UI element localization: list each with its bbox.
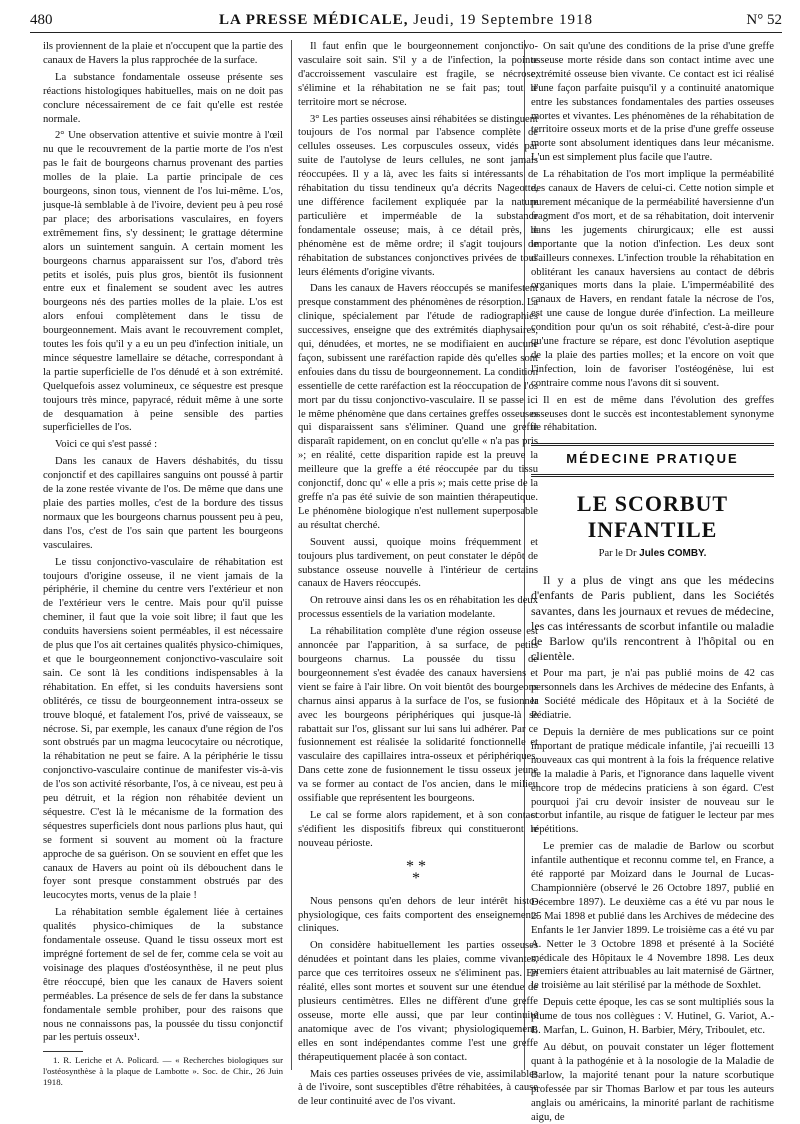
paragraph: Le cal se forme alors rapidement, et à son contact s'édifient les dispositifs fibreux qui constitueront le nouveau périoste. — [298, 809, 538, 849]
journal-name: LA PRESSE MÉDICALE, — [218, 12, 409, 28]
issue-date: Jeudi, 19 Septembre 1918 — [408, 12, 594, 28]
paragraph: La réhabitation de l'os mort implique la perméabilité des canaux de Havers de celui-ci. Cette notion simple et purement mécanique de la perméabilité haversienne d'un fragment d'os mort, et de sa réhabitation, doit intervenir dans les jugements chirurgicaux; elle est aussi importante que la notion d'infection. Les deux sont d'ailleurs connexes. L'infection trouble la réhabitation en oblitérant les canaux haversiens au contact de débris organiques morts dans la plaie. L'imperméabilité des canaux de Havers, en rendant fatale la nécrose de l'os, est une cause de longue durée d'infection. La meilleure condition pour qu'un os soit réhabité, c'est-à-dire pour qu'une fracture se répare, est donc l'évolution aseptique de la plaie des parties molles; et la encore on voit que l'infection, loin de favoriser l'ostéogénèse, lui est contraire comme nous l'avons dit si souvent. — [531, 169, 774, 389]
page-number: 480 — [30, 12, 53, 28]
paragraph: ils proviennent de la plaie et n'occupent que la partie des canaux de Havers la plus rapprochée de la surface. — [43, 41, 283, 66]
paragraph: Il en est de même dans l'évolution des greffes osseuses dont le succès est incontestablement synonyme de réhabitation. — [531, 394, 774, 434]
column-1 — [43, 40, 283, 1088]
paragraph: On sait qu'une des conditions de la prise d'une greffe osseuse morte réside dans son contact intime avec une extrémité osseuse bien vivante. Ce contact est ici réalisé d'une façon parfaite puisqu'il y a continuité anatomique entre les substances fondamentales des parties osseuses mortes et vivantes. Les phénomènes de la réhabitation de territoire osseux morts et de la prise d'une greffe osseuse morte sont absolument identiques dans leur mécanisme. L'un est simplement plus facile que l'autre. — [531, 41, 774, 164]
paragraph: Depuis la dernière de mes publications sur ce point important de pratique médicale infantile, j'ai recueilli 13 nouveaux cas qui montrent à la fois la fréquence relative de la maladie à Paris, et l'ignorance dans laquelle vivent encore trop de médecins praticiens à son égard. C'est pourquoi j'ai cru devoir insister de nouveau sur le scorbut infantile, au risque de fatiguer le lecteur par mes répétitions. — [531, 727, 774, 836]
paragraph: Dans les canaux de Havers réoccupés se manifestent presque constamment des phénomènes de résorption. La clinique, spécialement par l'étude de radiographies successives, enseigne que des extrémités diaphysaires, qui, dénudées, et mortes, ne se modifiaient en aucune façon, subissent une raréfaction rapide dès qu'elles sont enfouies dans du tissu de bourgeonnement. La condition essentielle de cette raréfaction est la réoccupation de l'os mort par du tissu conjonctivo-vasculaire. Il se passe ici le même phénomène que dans certaines greffes osseuses qui disparaissent sans s'éliminer. Quand une greffe disparaît rapidement, on en conclut qu'elle « n'a pas pris »; en réalité, cette disparition rapide est la preuve la meilleure que la greffe a été réoccupée par du tissu conjonctif, donc qu' « elle a pris »; mais cette prise de la greffe n'a pas été suivie de son maintien thérapeutique. Le phénomène biologique n'est nullement superposable au résultat cherché. — [298, 283, 538, 531]
column-2 — [298, 40, 538, 1108]
paragraph: 2° Une observation attentive et suivie montre à l'œil nu que le recouvrement de la partie morte de l'os n'est pas le fait de bourgeons charnus provenant des parties molles de la plaie. La partie principale de ces bourgeons, sinon tous, viennent de l'os lui-même. L'os, jusque-là semblable à de l'ivoire, devient peu à peu rosé par place; des arborisations vasculaires, en foyers extrêmement fins, s'y dessinent; le grattage détermine alors un suintement sanguin. A certain moment les bourgeons charnus apparaissent sur l'os, d'abord très petits et isolés, puis plus gros, bientôt ils fusionnent entre eux et finalement se soudent avec les autres bourgeons nés des parties molles de la plaie. L'os est alors enfoui complètement dans le tissu de bourgeonnement. Mais avant le recouvrement complet, toutes les fois qu'il y a eu un peu d'infection initiale, un mince séquestre lamellaire se détache, correspondant à la partie superficielle de l'os dénudé et à son extrémité. Quelquefois assez volumineux, ce séquestre est presque toujours très mince, papyracé, réduit même à une sorte de desquamation à peine sensible des parties superficielles de l'os. — [43, 130, 283, 434]
page-header — [30, 10, 782, 33]
section-break-stars: ** * — [406, 857, 430, 887]
column-rule — [291, 40, 292, 1070]
byline-author: Jules COMBY. — [639, 548, 707, 560]
footnote: 1. R. Leriche et A. Policard. — « Recherches biologiques sur l'ostéosynthèse à la plaque de Lambotte ». Soc. de Chir., 26 Juin 1918. — [43, 1055, 283, 1088]
paragraph: Le premier cas de maladie de Barlow ou scorbut infantile authentique et reconnu comme tel, en France, a été rapporté par Moizard dans le Journal de Lucas-Championnière (observé le 26 Octobre 1897, publié en Décembre 1897). Le deuxième cas a été vu par nous le 25 Mai 1898 et publié dans les Archives de médecine des Enfants le 1er Janvier 1899. Le troisième cas a été vu par A. Netter le 3 Octobre 1898 et présenté à la Société médicale des Hôpitaux le 4 Novembre 1898. Les deux premiers étaient attribuables au lait maternisé de Gärtner, le troisième au lait stérilisé par la méthode de Soxhlet. — [531, 841, 775, 992]
byline-prefix: Par le Dr — [598, 548, 640, 560]
paragraph: Mais ces parties osseuses privées de vie, assimilables à de l'ivoire, sont susceptibles d'être réhabitées, à cause de leur continuité avec de l'os vivant. — [298, 1068, 538, 1108]
paragraph: On retrouve ainsi dans les os en réhabitation les deux processus essentiels de la variation modelante. — [298, 595, 538, 621]
paragraph: La substance fondamentale osseuse présente ses réactions histologiques habituelles, mais on ne doit pas conclure nécessairement de ce fait qu'elle est restée normale. — [43, 71, 283, 125]
paragraph: La réhabitation semble également liée à certaines qualités physico-chimiques de la substance fondamentale osseuse. Quand le tissu osseux mort est imprégné fortement de sel de fer, comme cela se voit au voisinage des plaques d'ostéosynthèse, il ne peut plus être réoccupé, bien que les canaux de Havers soient perméables. La présence de sels de fer dans la substance fondamentale semble prohiber, pour des raisons que nous ne connaissons pas, la poussée du tissu conjonctif par les pertuis osseux¹. — [43, 907, 283, 1044]
paragraph: Nous pensons qu'en dehors de leur intérêt histo-physiologique, ces faits comportent des enseignements cliniques. — [298, 895, 538, 935]
paragraph: Souvent aussi, quoique moins fréquemment et toujours plus tardivement, on peut constater le dépôt de substance osseuse nouvelle à l'intérieur de certains canaux de Havers réoccupés. — [298, 536, 538, 590]
section-heading: MÉDECINE PRATIQUE — [566, 451, 739, 467]
paragraph: La réhabilitation complète d'une région osseuse est annoncée par l'apparition, à sa surface, de petits bourgeons charnus. La poussée du tissu de bourgeonnement s'est évadée des canaux haversiens et vient se faire à l'air libre. On voit bientôt des bourgeons charnus ainsi apparus à la surface de l'os, se fusionner avec les bourgeons périphériques qui jusque-là se rabattait sur l'os, glissant sur lui sans lui adhérer. Par ce fusionnement est réalisée la solidarité fonctionnelle et vasculaire des capillaires intra-osseux et périphériques. Dans cette zone de fusionnement le tissu osseux jeune va se former au contact de l'os ancien, dans le milieu ossifiable que représentent les bourgeons. — [298, 626, 538, 805]
paragraph: Voici ce qui s'est passé : — [55, 439, 158, 451]
paragraph: Dans les canaux de Havers déshabités, du tissu conjonctif et des capillaires sanguins ont poussé à partir de la zone restée vivante de l'os. De même que dans une plaie des parties molles, c'est de la bordure des tissus normaux que les bourgeons charnus poussent peu à peu, dans l'os, c'est de l'os sain que partent les bourgeons vasculaires. — [43, 456, 283, 551]
journal-title — [30, 12, 782, 29]
article-title: LE SCORBUT INFANTILE — [576, 491, 729, 543]
paragraph: Au début, on pouvait constater un léger flottement quant à la pathogénie et à la nosologie de la Maladie de Barlow, la majorité tenant pour la nature scorbutique professée par sir Thomas Barlow et par tous les auteurs anglais ou américains, la minorité parlant de rachitisme aigu, de — [531, 1041, 774, 1123]
intro-paragraph: Il y a plus de vingt ans que les médecins d'enfants de Paris publient, dans les Sociétés savantes, dans les journaux et revues de médecine, les cas intéressants de scorbut infantile ou maladie de Barlow qu'ils rencontrent à l'hôpital ou en clientèle. — [531, 573, 774, 664]
paragraph: Depuis cette époque, les cas se sont multipliés sous la plume de tous nos collègues : V. Hutinel, G. Variot, A.-B. Marfan, L. Guinon, H. Barbier, Méry, Triboulet, etc. — [531, 997, 774, 1037]
byline — [531, 547, 774, 561]
section-rule — [531, 443, 774, 446]
paragraph: Le tissu conjonctivo-vasculaire de réhabitation est toujours d'origine osseuse, il ne vient jamais de la périphérie, il chemine du centre vers l'extérieur et non de l'extérieur vers le centre. Mais pour qu'il puisse cheminer, il faut que la voie soit libre; il faut que les conduits haversiens soient perméables, il est nécessaire de plus que l'os ait certaines qualités physico-chimiques, et que le bourgeonnement conjonctivo-vasculaire soit sain. Ce sont là les conditions indispensables à la réhabitation. En effet, si les conduits haversiens sont oblitérés, ce tissu de bourgeonnement intra-osseux se trouve bloqué, et fatalement l'os, privé de vaisseaux, se nécrose. Si, par exemple, les canaux d'une région de l'os sont obstrués par un magma leucocytaire ou nécrotique, la réhabitation ne peut se faire. A la périphérie le tissu conjonctivo-vasculaire continue de manifester vis-à-vis de l'os son activité résorbante, l'os, à ce niveau, est peu à peu détruit, et la région non réhabitée devient un séquestre. C'est là le mécanisme de la formation des séquestres superficiels dont nous parlions plus haut, qui se forment si souvent au moment où la fracture approche de sa guérison. On se souvient en effet que les canaux de Havers au point où ils débouchent dans le foyer sont presque constamment obstrués par des leucocytes morts, venus de la plaie ! — [43, 556, 283, 902]
section-rule — [531, 474, 774, 477]
issue-number: N° 52 — [746, 12, 782, 28]
paragraph: 3° Les parties osseuses ainsi réhabitées se distinguent toujours de l'os normal par l'absence complète de cellules osseuses. Les corpuscules osseux, vidés par suite de l'autolyse de leurs cellules, ne sont jamais réoccupées. Il y a là, avec les faits si intéressants de réhabitation du tissu tendineux qu'a décrits Nageotte, une différence facilement expliquée par la nature particulière et imperméable de la substance fondamentale osseuse; mais, à ce détail près, le phénomène est de même ordre; il s'agit toujours de réhabitation de substances conjonctives privées de tous leurs éléments d'origine vivants. — [298, 113, 538, 278]
column-3 — [531, 40, 775, 1123]
footnote-separator — [43, 1051, 83, 1052]
paragraph: Il faut enfin que le bourgeonnement conjonctivo-vasculaire soit sain. S'il y a de l'infection, la pointe d'accroissement vasculaire est fragile, se nécrose, s'élimine et la réhabitation ne se fait pas; tout le territoire mort se nécrose. — [298, 41, 538, 108]
paragraph: Pour ma part, je n'ai pas publié moins de 42 cas personnels dans les Archives de médecine des Enfants, à la Société médicale des Hôpitaux et à la Société de Pédiatrie. — [531, 668, 774, 722]
paragraph: On considère habituellement les parties osseuses dénudées et pointant dans les plaies, comme vivantes, parce que ces territoires osseux ne s'éliminent pas. En réalité, elles sont mortes et souvent sur une étendue de plusieurs centimètres. Elles ne diffèrent d'une greffe osseuse, morte elle aussi, que par leur continuité anatomique avec de l'os vivant; physiologiquement, elles en sont indépendantes comme l'est une greffe thérapeutiquement placée à son contact. — [298, 940, 538, 1063]
